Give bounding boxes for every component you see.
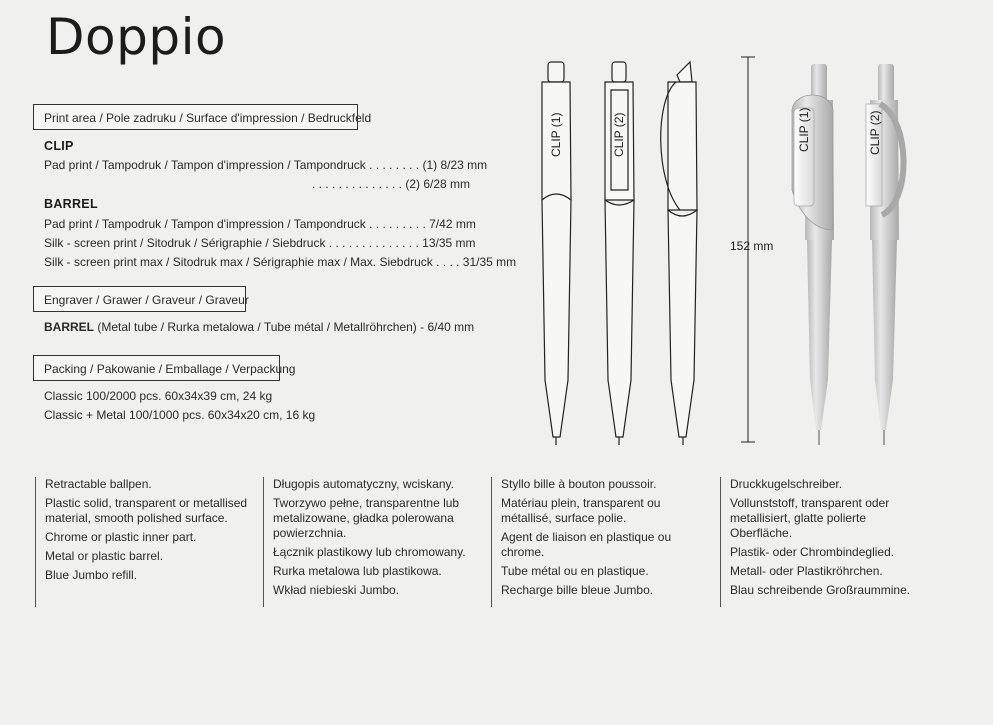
pen-outline-side	[661, 62, 697, 445]
clip1-label-silver: CLIP (1)	[797, 107, 811, 152]
description-item: Rurka metalowa lub plastikowa.	[273, 564, 442, 578]
barrel-heading: BARREL	[44, 197, 98, 211]
description-item: Blau schreibende Großraummine.	[730, 583, 911, 597]
description-item: Tube métal ou en plastique.	[501, 564, 649, 578]
description-item: Retractable ballpen.	[45, 477, 152, 491]
description-item: Matériau plein, transparent ou métallisé, surface polie.	[501, 496, 661, 525]
barrel-silk-screen-line: Silk - screen print / Sitodruk / Sérigraphie / Siebdruck . . . . . . . . . . . . . . 13/35 mm	[44, 236, 476, 250]
clip2-label-silver: CLIP (2)	[868, 110, 882, 155]
clip-pad-print-line-2: . . . . . . . . . . . . . . (2) 6/28 mm	[312, 177, 471, 191]
description-item: Recharge bille bleue Jumbo.	[501, 583, 654, 597]
print-area-header-text: Print area / Pole zadruku / Surface d'impression / Bedruckfeld	[44, 111, 372, 125]
description-item: Metall- oder Plastikröhrchen.	[730, 564, 883, 578]
dimension-label: 152 mm	[730, 239, 774, 253]
description-item: Łącznik plastikowy lub chromowany.	[273, 545, 466, 559]
description-item: Plastik- oder Chrombindeglied.	[730, 545, 895, 559]
description-item: Vollunststoff, transparent oder metallisiert, glatte polierte Oberfläche.	[730, 496, 890, 540]
clip-heading: CLIP	[44, 139, 74, 153]
description-item: Druckkugelschreiber.	[730, 477, 843, 491]
description-item: Długopis automatyczny, wciskany.	[273, 477, 454, 491]
description-item: Chrome or plastic inner part.	[45, 530, 197, 544]
engraver-header-text: Engraver / Grawer / Graveur / Graveur	[44, 293, 249, 307]
barrel-pad-print-line: Pad print / Tampodruk / Tampon d'impression / Tampondruck . . . . . . . . . 7/42 mm	[44, 217, 476, 231]
clip1-label-outline: CLIP (1)	[549, 112, 563, 157]
clip2-label-outline: CLIP (2)	[612, 112, 626, 157]
description-en	[35, 477, 255, 607]
engraver-barrel-text: (Metal tube / Rurka metalowa / Tube métal / Metallröhrchen) - 6/40 mm	[94, 320, 475, 334]
packing-header-text: Packing / Pakowanie / Emballage / Verpackung	[44, 362, 296, 376]
description-de	[720, 477, 930, 607]
description-item: Blue Jumbo refill.	[45, 568, 138, 582]
product-title: Doppio	[46, 8, 227, 66]
description-item: Wkład niebieski Jumbo.	[273, 583, 400, 597]
barrel-silk-screen-max-line: Silk - screen print max / Sitodruk max / Sérigraphie max / Max. Siebdruck . . . . 31/35 mm	[44, 255, 517, 269]
description-item: Plastic solid, transparent or metallised material, smooth polished surface.	[45, 496, 248, 525]
description-fr	[491, 477, 711, 607]
description-pl	[263, 477, 483, 607]
packing-classic-metal-line: Classic + Metal 100/1000 pcs. 60x34x20 cm, 16 kg	[44, 408, 316, 422]
description-item: Metal or plastic barrel.	[45, 549, 164, 563]
description-item: Styllo bille à bouton poussoir.	[501, 477, 657, 491]
engraver-barrel-label: BARREL	[44, 320, 94, 334]
description-item: Tworzywo pełne, transparentne lub metalizowane, gładka polerowana powierzchnia.	[273, 496, 460, 540]
clip-pad-print-line: Pad print / Tampodruk / Tampon d'impression / Tampondruck . . . . . . . . (1) 8/23 mm	[44, 158, 488, 172]
packing-classic-line: Classic 100/2000 pcs. 60x34x39 cm, 24 kg	[44, 389, 273, 403]
description-item: Agent de liaison en plastique ou chrome.	[501, 530, 672, 559]
